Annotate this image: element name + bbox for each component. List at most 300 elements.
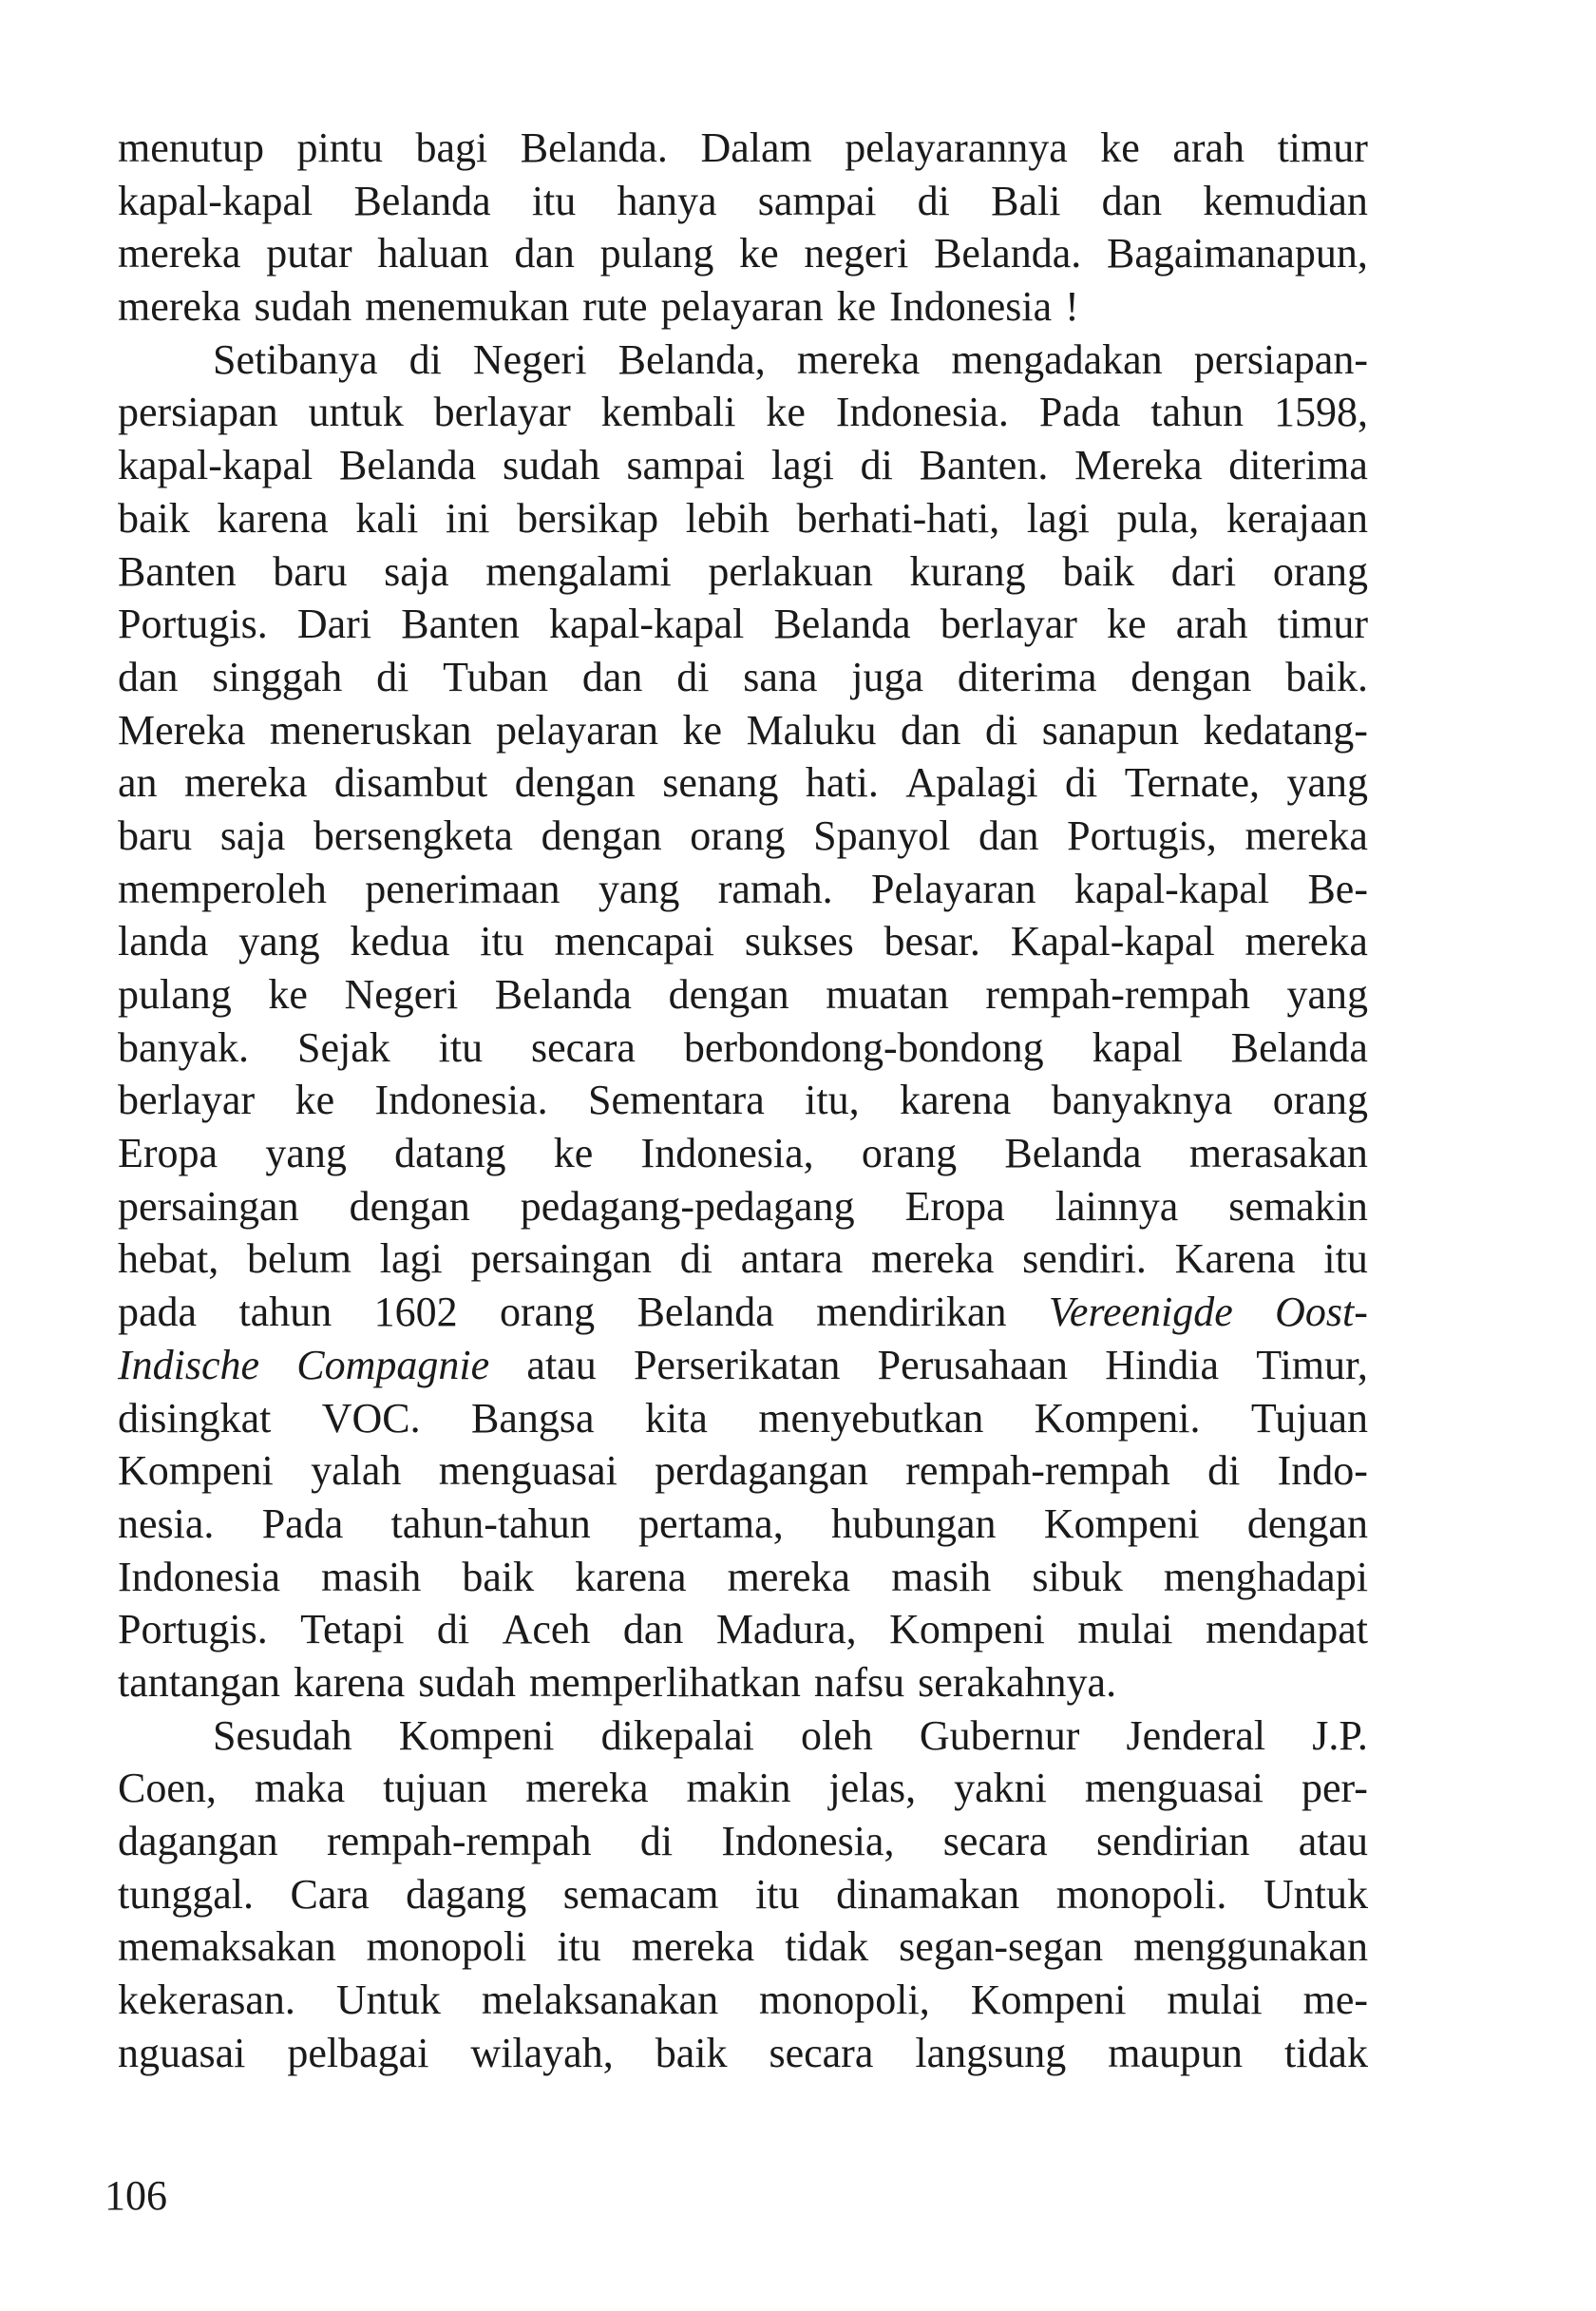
word: ke — [294, 1077, 335, 1124]
word: hebat, — [118, 1235, 219, 1283]
word: Setibanya — [213, 335, 378, 383]
word: belum — [247, 1235, 352, 1283]
word: mendirikan — [816, 1289, 1007, 1336]
word: menyebutkan — [758, 1394, 984, 1442]
word: pada — [118, 1289, 198, 1336]
text-line — [118, 1551, 1368, 1604]
word: Indonesia, — [721, 1818, 895, 1864]
paragraph — [118, 122, 1368, 334]
text-line — [118, 1603, 1368, 1656]
word: di — [1207, 1447, 1241, 1495]
word: Aceh — [502, 1606, 591, 1653]
word: landa — [118, 918, 209, 965]
word: dengan — [349, 1182, 470, 1230]
text-line — [118, 1286, 1368, 1339]
word: serakahnya. — [918, 1658, 1117, 1706]
word: dikepalai — [600, 1711, 754, 1759]
word: dan — [1101, 177, 1163, 224]
text-line — [118, 2027, 1368, 2080]
text-line — [118, 1074, 1368, 1127]
word: dan — [581, 653, 643, 700]
word: besar. — [884, 918, 980, 965]
word: dengan — [1130, 653, 1252, 700]
word: dari — [1170, 547, 1237, 595]
word: pelbagai — [287, 2029, 429, 2076]
word: atau — [1298, 1818, 1368, 1864]
word: kerajaan — [1226, 494, 1368, 542]
word: karena — [294, 1658, 406, 1706]
word: sudah — [254, 283, 352, 331]
word: juga — [851, 653, 924, 700]
word: segan-segan — [899, 1923, 1104, 1971]
word: nesia. — [118, 1499, 215, 1547]
word: langsung — [915, 2029, 1067, 2076]
word: Eropa — [118, 1130, 218, 1177]
word: di — [985, 706, 1018, 754]
word: dan — [900, 706, 961, 754]
word: dan — [622, 1606, 684, 1653]
paragraph — [118, 1709, 1368, 2080]
word: me- — [1302, 1977, 1368, 2024]
word: monopoli. — [1055, 1870, 1227, 1918]
word: Karena — [1174, 1235, 1296, 1283]
word: yang — [1286, 759, 1368, 807]
word: jelas, — [828, 1765, 917, 1812]
word: lagi — [770, 442, 834, 489]
word: yalah — [311, 1447, 402, 1495]
word: Compagnie — [296, 1341, 490, 1388]
word: tahun — [1150, 389, 1244, 436]
text-line — [118, 1339, 1368, 1392]
paragraph — [118, 334, 1368, 1709]
word: senang — [662, 759, 779, 807]
word: ke — [739, 230, 779, 277]
word: Spanyol — [813, 812, 951, 859]
text-line — [118, 1127, 1368, 1180]
word: kapal — [1092, 1023, 1183, 1071]
word: menutup — [118, 124, 264, 171]
word: makin — [686, 1765, 791, 1812]
word: dan — [118, 653, 179, 700]
word: mendapat — [1205, 1606, 1368, 1653]
word: Sesudah — [213, 1711, 352, 1759]
word: dagang — [406, 1870, 527, 1918]
word: ini — [445, 494, 490, 542]
text-line — [118, 651, 1368, 704]
word: tahun-tahun — [390, 1499, 591, 1547]
word: haluan — [377, 230, 489, 277]
word: Banten — [401, 601, 520, 648]
word: sana — [743, 653, 818, 700]
word: Banten — [118, 547, 237, 595]
text-line — [118, 439, 1368, 492]
word: disingkat — [118, 1394, 272, 1442]
word: di — [639, 1818, 674, 1864]
word: mulai — [1077, 1606, 1173, 1653]
word: itu — [531, 177, 577, 224]
word: nguasai — [118, 2029, 246, 2076]
word: Cara — [290, 1870, 370, 1918]
word: an — [118, 759, 158, 807]
word: di — [860, 442, 893, 489]
word: ke — [682, 706, 723, 754]
word: Belanda, — [618, 335, 766, 383]
word: orang — [690, 812, 786, 859]
word: pelayaran — [496, 706, 658, 754]
word: orang — [1272, 1077, 1368, 1124]
word: nafsu — [813, 1658, 905, 1706]
word: Kapal-kapal — [1010, 918, 1215, 965]
word: saja — [384, 547, 449, 595]
word: Portugis, — [1067, 812, 1217, 859]
word: di — [408, 335, 442, 383]
word: tujuan — [383, 1765, 488, 1812]
word: Madura, — [715, 1606, 857, 1653]
word: pelayaran — [660, 283, 824, 331]
word: dan — [514, 230, 575, 277]
word: Belanda — [494, 971, 632, 1018]
word: itu — [557, 1923, 601, 1971]
word: mereka — [1244, 918, 1368, 965]
word: mereka — [727, 1553, 851, 1600]
word: Kompeni — [970, 1977, 1127, 2024]
word: arah — [1175, 601, 1248, 648]
word: karena — [900, 1077, 1012, 1124]
word: Mereka — [118, 706, 246, 754]
page-number: 106 — [104, 2172, 167, 2219]
word: pedagang-pedagang — [520, 1182, 855, 1230]
word: Hindia — [1105, 1341, 1220, 1388]
word: menguasai — [438, 1447, 618, 1495]
text-line — [118, 1022, 1368, 1075]
word: Coen, — [118, 1765, 217, 1812]
word: perdagangan — [655, 1447, 868, 1495]
word: yang — [598, 865, 680, 912]
word: memperoleh — [118, 865, 327, 912]
word: mereka — [525, 1765, 649, 1812]
word: disambut — [333, 759, 488, 807]
word: Mereka — [1074, 442, 1203, 489]
word: Belanda — [636, 1289, 774, 1336]
word: Timur, — [1256, 1341, 1368, 1388]
text-line — [118, 810, 1368, 863]
word: mereka — [796, 335, 921, 383]
text-line — [118, 386, 1368, 439]
text-line — [118, 1974, 1368, 2027]
word: pintu — [296, 124, 383, 171]
word: saja — [219, 812, 286, 859]
word: di — [917, 177, 950, 224]
word: Be- — [1307, 865, 1368, 912]
word: penerimaan — [365, 865, 560, 912]
word: Dalam — [700, 124, 812, 171]
word: Belanda — [773, 601, 911, 648]
word: semacam — [562, 1870, 719, 1918]
word: banyaknya — [1051, 1077, 1233, 1124]
word: pulang — [599, 230, 714, 277]
word: ke — [766, 389, 806, 436]
word: secara — [531, 1023, 636, 1071]
word: tahun — [238, 1289, 332, 1336]
word: negeri — [804, 230, 909, 277]
word: ke — [268, 971, 308, 1018]
text-line — [118, 1498, 1368, 1551]
word: masih — [891, 1553, 992, 1600]
word: baik — [1062, 547, 1135, 595]
word: ramah. — [717, 865, 833, 912]
word: berlayar — [940, 601, 1077, 648]
word: Belanda. — [520, 124, 668, 171]
word: lagi — [379, 1235, 443, 1283]
word: mereka — [1244, 812, 1368, 859]
word: kita — [644, 1394, 708, 1442]
word: kurang — [909, 547, 1026, 595]
word: mereka — [870, 1235, 995, 1283]
word: ke — [1100, 124, 1140, 171]
word: tantangan — [118, 1658, 281, 1706]
word: sudah — [418, 1658, 516, 1706]
word: rempah-rempah — [905, 1447, 1170, 1495]
word: dengan — [541, 812, 662, 859]
word: 1598, — [1273, 389, 1368, 436]
word: di — [376, 653, 409, 700]
text-line — [118, 704, 1368, 757]
word: Belanda. — [934, 230, 1082, 277]
text-line — [118, 175, 1368, 228]
word: itu, — [805, 1077, 860, 1124]
word: lagi — [1026, 494, 1090, 542]
word: di — [436, 1606, 470, 1653]
word: Indische — [118, 1341, 260, 1388]
text-line — [118, 280, 1368, 334]
word: Untuk — [335, 1977, 441, 2024]
word: maupun — [1108, 2029, 1243, 2076]
word: ke — [1107, 601, 1147, 648]
word: baru — [118, 812, 193, 859]
word: sampai — [757, 177, 877, 224]
word: secara — [942, 1818, 1048, 1864]
word: berhati-hati, — [796, 494, 1000, 542]
word: Kompeni — [398, 1711, 555, 1759]
word: Dari — [296, 601, 372, 648]
word: meneruskan — [269, 706, 472, 754]
word: banyak. — [118, 1023, 250, 1071]
word: berlayar — [433, 389, 571, 436]
word: di — [679, 1235, 713, 1283]
text-line — [118, 968, 1368, 1022]
word: mulai — [1167, 1977, 1263, 2024]
word: semakin — [1228, 1182, 1368, 1230]
text-line — [118, 1920, 1368, 1974]
word: Indonesia — [118, 1553, 281, 1600]
word: putar — [266, 230, 352, 277]
word: itu — [480, 918, 524, 965]
word: karena — [217, 494, 329, 542]
word: Maluku — [746, 706, 877, 754]
word: perlakuan — [708, 547, 873, 595]
word: kemudian — [1203, 177, 1368, 224]
word: untuk — [308, 389, 404, 436]
word: yang — [265, 1130, 347, 1177]
word: berlayar — [118, 1077, 256, 1124]
word: memaksakan — [118, 1923, 336, 1971]
word: secara — [769, 2029, 874, 2076]
word: tidak — [785, 1923, 869, 1971]
text-line — [118, 756, 1368, 810]
word: dagangan — [118, 1818, 278, 1864]
word: baik — [118, 494, 190, 542]
word: Banten. — [919, 442, 1049, 489]
word: Indonesia. — [374, 1077, 548, 1124]
word: sukses — [744, 918, 854, 965]
word: Belanda — [1004, 1130, 1142, 1177]
text-line — [118, 1709, 1368, 1763]
word: datang — [394, 1130, 506, 1177]
word: itu — [438, 1023, 484, 1071]
word: menghadapi — [1163, 1553, 1368, 1600]
word: Indonesia. — [835, 389, 1009, 436]
word: kapal-kapal — [118, 442, 314, 489]
word: di — [676, 653, 710, 700]
text-line — [118, 334, 1368, 387]
word: melaksanakan — [481, 1977, 719, 2024]
word: rempah-rempah — [326, 1818, 592, 1864]
word: mereka — [118, 283, 241, 331]
text-line — [118, 1868, 1368, 1921]
word: yakni — [954, 1765, 1047, 1812]
word: sibuk — [1032, 1553, 1123, 1600]
word: Tuban — [443, 653, 548, 700]
word: sendirian — [1096, 1818, 1250, 1864]
word: yang — [1286, 971, 1368, 1018]
word: orang — [861, 1130, 958, 1177]
word: Kompeni. — [1034, 1394, 1201, 1442]
word: mengalami — [485, 547, 672, 595]
word: Belanda — [1230, 1023, 1368, 1071]
text-line — [118, 1180, 1368, 1233]
word: sanapun — [1041, 706, 1179, 754]
word: kekerasan. — [118, 1977, 295, 2024]
text-line — [118, 1656, 1368, 1709]
word: persiapan — [118, 389, 278, 436]
word: berbondong-bondong — [683, 1023, 1044, 1071]
body-text — [118, 122, 1368, 2079]
word: antara — [740, 1235, 844, 1283]
text-line — [118, 545, 1368, 599]
word: Pelayaran — [871, 865, 1036, 912]
word: orang — [1272, 547, 1368, 595]
word: mengadakan — [951, 335, 1163, 383]
word: ke — [836, 283, 877, 331]
word: 1602 — [373, 1289, 458, 1336]
word: Belanda — [353, 177, 491, 224]
word: bagi — [415, 124, 488, 171]
word: menemukan — [365, 283, 570, 331]
word: kedua — [350, 918, 450, 965]
word: singgah — [212, 653, 343, 700]
word: baik — [655, 2029, 728, 2076]
word: masih — [321, 1553, 422, 1600]
word: Gubernur — [919, 1711, 1080, 1759]
word: dan — [978, 812, 1039, 859]
word: kapal-kapal — [1074, 865, 1270, 912]
word: yang — [238, 918, 320, 965]
word: lebih — [685, 494, 770, 542]
word: J.P. — [1312, 1711, 1368, 1759]
word: Belanda — [339, 442, 477, 489]
word: rute — [582, 283, 648, 331]
word: orang — [500, 1289, 596, 1336]
word: wilayah, — [470, 2029, 614, 2076]
word: Jenderal — [1126, 1711, 1266, 1759]
word: Indonesia — [889, 283, 1053, 331]
word: kembali — [600, 389, 736, 436]
word: Kompeni — [1043, 1499, 1200, 1547]
text-line — [118, 1815, 1368, 1868]
word: Negeri — [344, 971, 459, 1018]
word: Sementara — [588, 1077, 765, 1124]
word: mereka — [118, 230, 241, 277]
word: persaingan — [470, 1235, 653, 1283]
word: kapal-kapal — [549, 601, 745, 648]
word: kedatang- — [1203, 706, 1368, 754]
word: menggunakan — [1133, 1923, 1368, 1971]
word: pelayarannya — [845, 124, 1068, 171]
word: lainnya — [1054, 1182, 1179, 1230]
word: timur — [1277, 601, 1368, 648]
word: baik — [462, 1553, 535, 1600]
word: mereka — [183, 759, 308, 807]
word: diterima — [957, 653, 1097, 700]
word: hanya — [617, 177, 717, 224]
word: pula, — [1116, 494, 1200, 542]
word: timur — [1277, 124, 1368, 171]
word: merasakan — [1188, 1130, 1368, 1177]
text-line — [118, 492, 1368, 545]
text-line — [118, 227, 1368, 280]
word: Apalagi — [905, 759, 1038, 807]
word: Bagaimanapun, — [1106, 230, 1368, 277]
word: kapal-kapal — [118, 177, 314, 224]
word: persaingan — [118, 1182, 299, 1230]
word: Pada — [1038, 389, 1121, 436]
word: menguasai — [1084, 1765, 1264, 1812]
word: persiapan- — [1193, 335, 1368, 383]
word: Eropa — [904, 1182, 1005, 1230]
word: memperlihatkan — [528, 1658, 801, 1706]
word: di — [1065, 759, 1098, 807]
text-line — [118, 1232, 1368, 1286]
word: oleh — [800, 1711, 873, 1759]
text-line — [118, 915, 1368, 968]
word: pulang — [118, 971, 232, 1018]
text-line — [118, 863, 1368, 916]
word: baik. — [1285, 653, 1368, 700]
word: mereka — [631, 1923, 755, 1971]
word: sampai — [626, 442, 746, 489]
word: atau — [526, 1341, 597, 1388]
word: Portugis. — [118, 601, 268, 648]
text-line — [118, 1762, 1368, 1815]
word: mencapai — [554, 918, 715, 965]
word: maka — [254, 1765, 346, 1812]
word: Indo- — [1277, 1447, 1368, 1495]
word: bersengketa — [313, 812, 513, 859]
word: Portugis. — [118, 1606, 268, 1653]
word: tidak — [1283, 2029, 1368, 2076]
word: arah — [1172, 124, 1245, 171]
word: karena — [575, 1553, 687, 1600]
